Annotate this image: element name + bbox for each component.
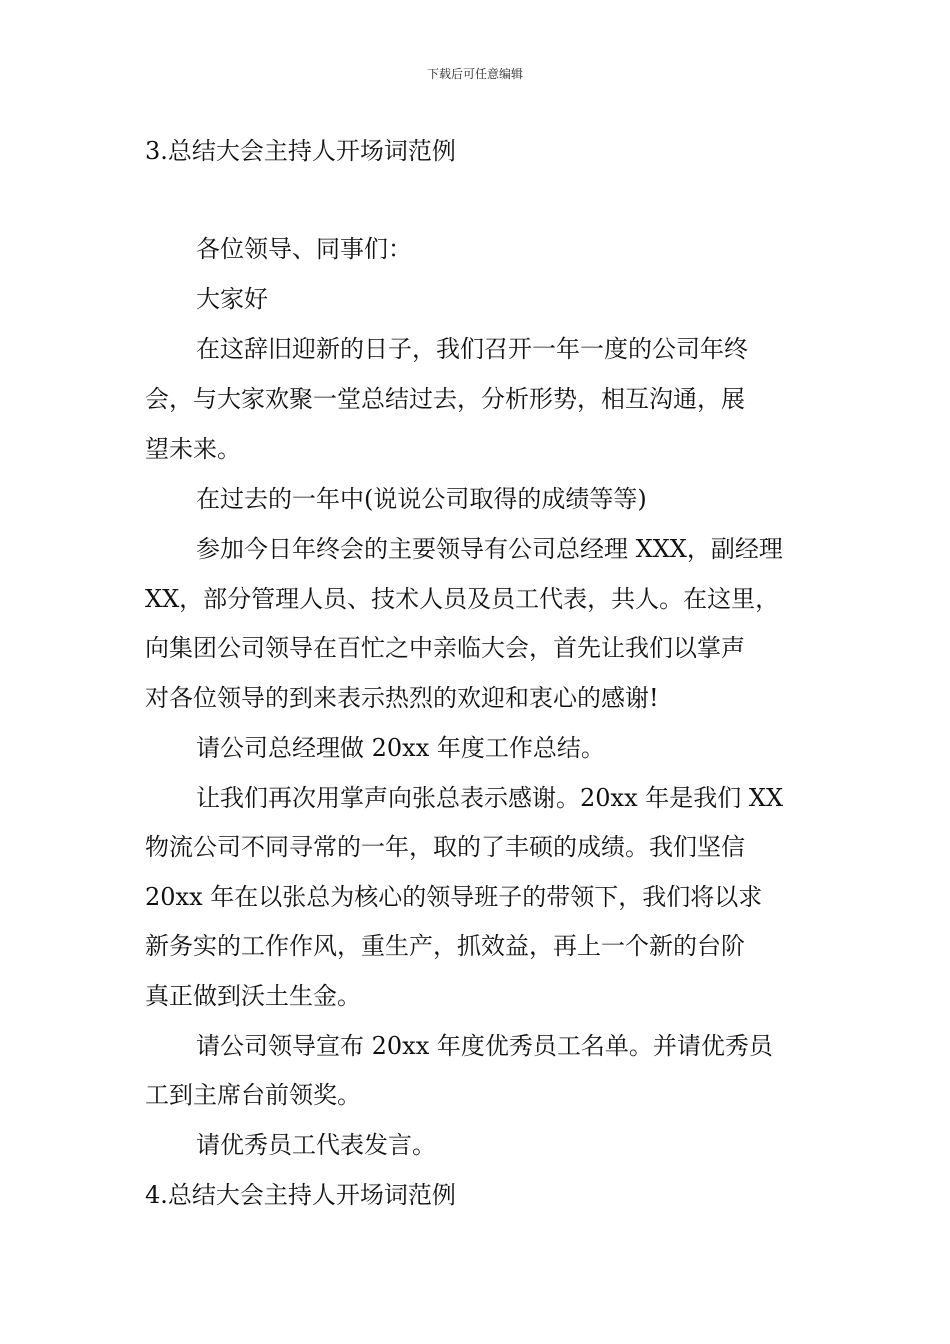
text-line: 新务实的工作作风，重生产，抓效益，再上一个新的台阶 xyxy=(145,932,745,960)
text-line: 物流公司不同寻常的一年，取的了丰硕的成绩。我们坚信 xyxy=(145,833,745,861)
text-line: 各位领导、同事们： xyxy=(196,235,412,263)
text-line: 让我们再次用掌声向张总表示感谢。20xx 年是我们 XX xyxy=(196,784,784,812)
text-line: 请公司领导宣布 20xx 年度优秀员工名单。并请优秀员 xyxy=(196,1032,773,1060)
text-line: 望未来。 xyxy=(145,435,241,463)
text-line: XX，部分管理人员、技术人员及员工代表，共人。在这里， xyxy=(145,585,780,613)
text-line: 会，与大家欢聚一堂总结过去，分析形势，相互沟通，展 xyxy=(145,385,745,413)
text-line: 工到主席台前领奖。 xyxy=(145,1081,361,1109)
text-line: 在过去的一年中(说说公司取得的成绩等等) xyxy=(196,485,647,513)
text-line: 向集团公司领导在百忙之中亲临大会，首先让我们以掌声 xyxy=(145,634,745,662)
section-title: 4.总结大会主持人开场词范例 xyxy=(145,1181,456,1209)
text-line: 在这辞旧迎新的日子，我们召开一年一度的公司年终 xyxy=(196,335,748,363)
text-line: 大家好 xyxy=(196,285,268,313)
section-title: 3.总结大会主持人开场词范例 xyxy=(145,137,456,165)
text-line: 参加今日年终会的主要领导有公司总经理 XXX，副经理 xyxy=(196,535,783,563)
text-line: 请公司总经理做 20xx 年度工作总结。 xyxy=(196,734,605,762)
text-line: 请优秀员工代表发言。 xyxy=(196,1131,436,1159)
text-line: 真正做到沃土生金。 xyxy=(145,982,361,1010)
text-line: 对各位领导的到来表示热烈的欢迎和衷心的感谢! xyxy=(145,684,659,712)
page-header: 下载后可任意编辑 xyxy=(426,67,523,81)
text-line: 20xx 年在以张总为核心的领导班子的带领下，我们将以求 xyxy=(145,883,763,911)
